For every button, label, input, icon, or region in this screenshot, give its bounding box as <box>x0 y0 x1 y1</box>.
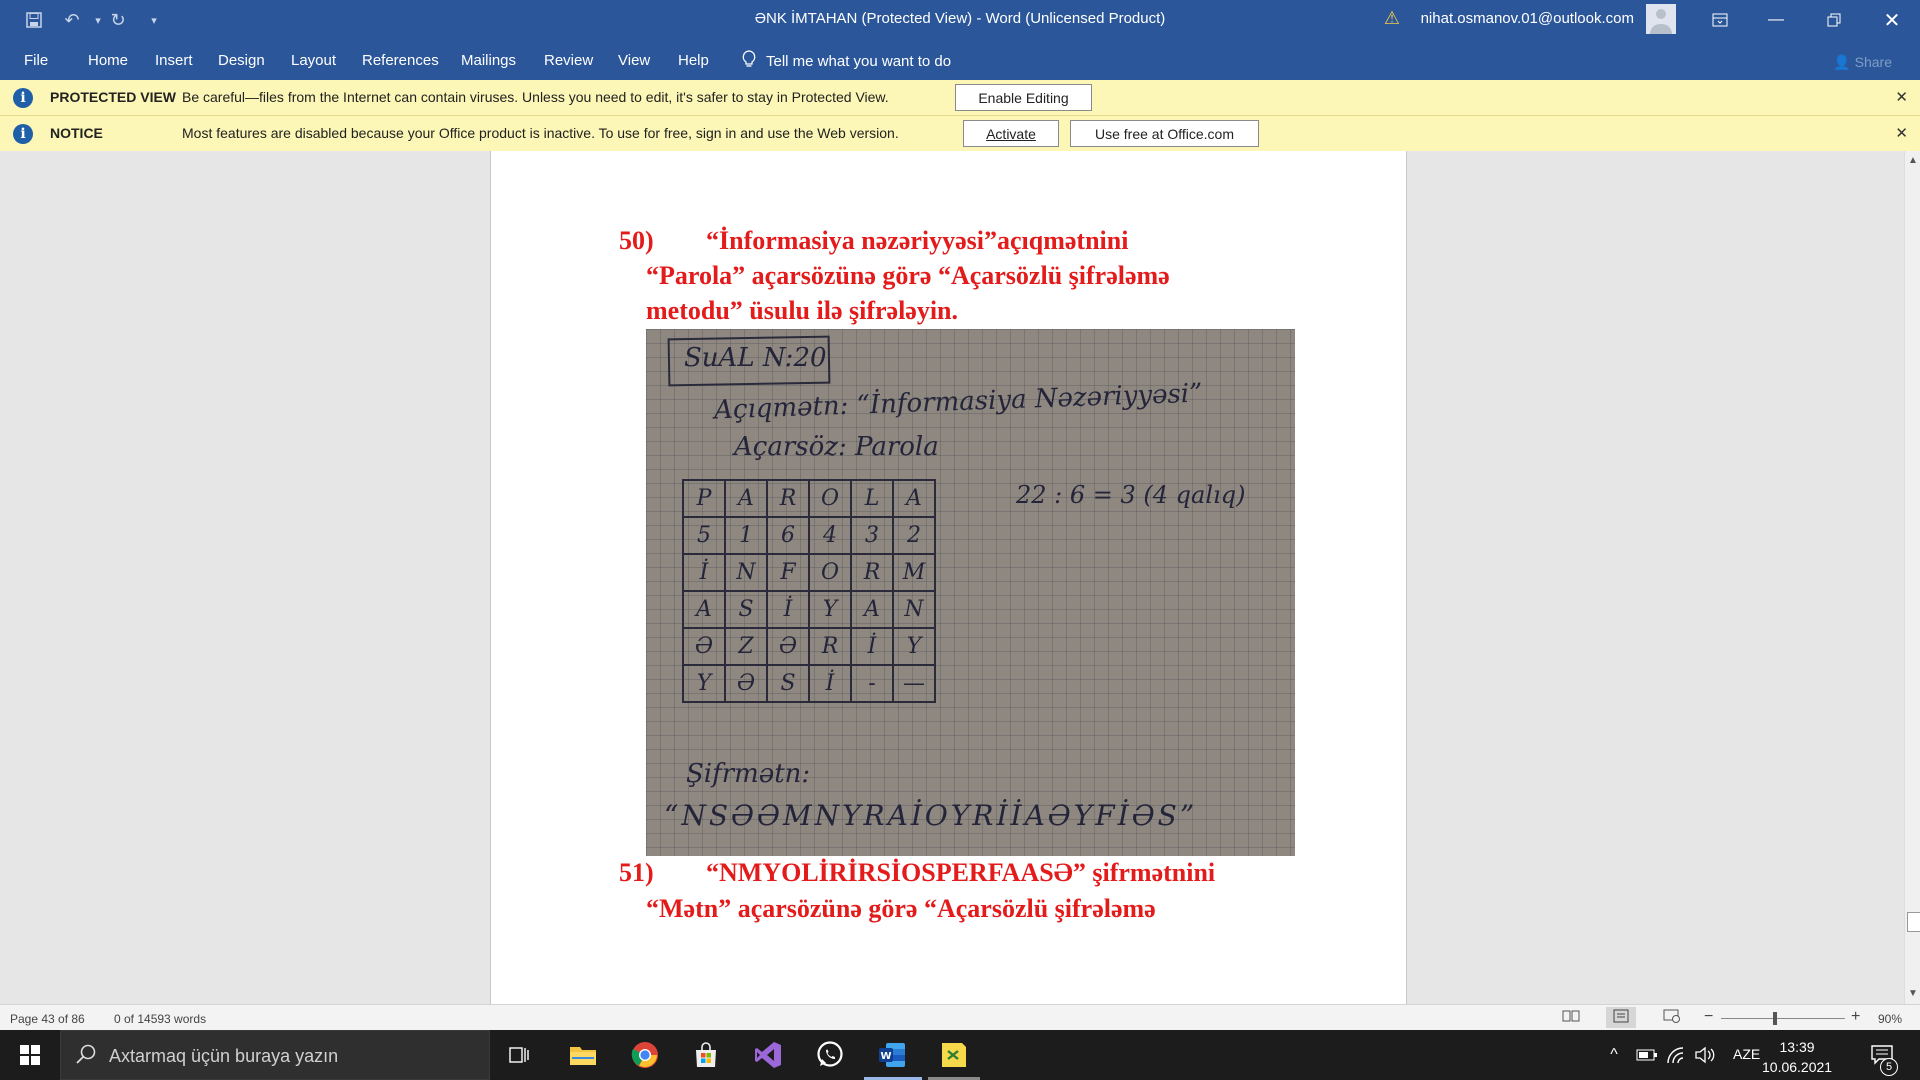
task-view-icon[interactable] <box>503 1039 535 1071</box>
tell-me-search[interactable] <box>742 50 951 72</box>
grid-cell: N <box>725 554 767 591</box>
grid-cell: Y <box>809 591 851 628</box>
undo-icon[interactable]: ↶ <box>64 9 80 30</box>
web-layout-icon[interactable] <box>1663 1009 1681 1026</box>
document-area <box>0 151 1904 1004</box>
zoom-in-button[interactable]: + <box>1851 1008 1861 1025</box>
scroll-up-icon[interactable]: ▲ <box>1908 155 1918 166</box>
grid-cell: İ <box>809 665 851 702</box>
title-bar <box>0 0 1920 40</box>
protected-view-bar <box>0 80 1920 116</box>
ribbon-display-options-icon[interactable] <box>1692 0 1748 40</box>
status-bar <box>0 1004 1920 1031</box>
grid-cell: Z <box>725 628 767 665</box>
protected-view-message: Be careful—files from the Internet can contain viruses. Unless you need to edit, it's safer to stay in Protected View. <box>182 89 889 105</box>
zoom-slider[interactable] <box>1721 1018 1845 1019</box>
grid-cell: O <box>809 480 851 517</box>
warning-icon[interactable]: ⚠ <box>1383 8 1400 28</box>
share-label: Share <box>1854 54 1892 70</box>
grid-cell: R <box>851 554 893 591</box>
handwritten-plaintext: Açıqmətn: “İnformasiya Nəzəriyyəsi” <box>713 378 1203 426</box>
tab-references[interactable]: References <box>362 52 439 69</box>
grid-cell: 6 <box>767 517 809 554</box>
grid-cell: L <box>851 480 893 517</box>
windows-start-icon[interactable] <box>14 1039 46 1071</box>
question-51-line-1: “NMYOLİRİRSİOSPERFAASƏ” şifrmətnini <box>706 858 1216 887</box>
clock[interactable] <box>1762 1037 1832 1077</box>
grid-cell: Ə <box>767 628 809 665</box>
language-indicator[interactable]: AZE <box>1733 1046 1761 1062</box>
enable-editing-button[interactable]: Enable Editing <box>955 84 1092 111</box>
handwritten-key: Açarsöz: Parola <box>734 432 939 462</box>
grid-cell: - <box>851 665 893 702</box>
account-name[interactable]: nihat.osmanov.01@outlook.com <box>1420 10 1634 27</box>
restore-button[interactable] <box>1806 0 1862 40</box>
tab-file[interactable]: File <box>24 52 49 69</box>
notebook-photo <box>646 329 1295 856</box>
grid-cell: İ <box>851 628 893 665</box>
grid-cell: R <box>767 480 809 517</box>
whatsapp-icon[interactable] <box>814 1039 846 1071</box>
tell-me-text: Tell me what you want to do <box>766 52 952 70</box>
cipher-grid <box>682 479 936 703</box>
notice-label: NOTICE <box>50 125 103 141</box>
grid-cell: 5 <box>683 517 725 554</box>
visual-studio-icon[interactable] <box>752 1039 784 1071</box>
clock-time: 13:39 <box>1779 1039 1815 1055</box>
grid-cell: İ <box>767 591 809 628</box>
grid-cell: N <box>893 591 935 628</box>
read-mode-icon[interactable] <box>1562 1009 1580 1026</box>
svg-text:W: W <box>880 1051 892 1062</box>
print-layout-icon[interactable] <box>1606 1007 1636 1028</box>
tab-mailings[interactable]: Mailings <box>461 52 517 69</box>
share-button[interactable] <box>1833 54 1892 71</box>
chrome-icon[interactable] <box>629 1039 661 1071</box>
info-icon: i <box>13 88 33 108</box>
tab-layout[interactable]: Layout <box>291 52 337 69</box>
page-indicator[interactable]: Page 43 of 86 <box>10 1012 85 1026</box>
question-50-line-1: “İnformasiya nəzəriyyəsi”açıqmətnini <box>706 226 1129 255</box>
tab-home[interactable]: Home <box>88 52 129 69</box>
handwritten-cipher-text: “NSƏƏMNYRAİOYRİİAƏYFİƏS” <box>664 799 1198 832</box>
question-51-line-2: “Mətn” açarsözünə görə “Açarsözlü şifrələmə <box>646 894 1156 923</box>
grid-row <box>683 517 935 554</box>
grid-cell: 2 <box>893 517 935 554</box>
window-title: ƏNK İMTAHAN (Protected View) - Word (Unlicensed Product) <box>754 10 1166 27</box>
search-icon <box>75 1043 97 1070</box>
notice-bar <box>0 116 1920 152</box>
grid-row <box>683 480 935 517</box>
grid-cell: F <box>767 554 809 591</box>
question-50-line-2: “Parola” açarsözünə görə “Açarsözlü şifrələmə <box>646 261 1170 290</box>
question-50-number: 50) <box>619 226 654 255</box>
zoom-level[interactable]: 90% <box>1878 1012 1903 1026</box>
tab-design[interactable]: Design <box>218 52 265 69</box>
grid-cell: Y <box>683 665 725 702</box>
grid-cell: S <box>725 591 767 628</box>
question-50-line-3: metodu” üsulu ilə şifrələyin. <box>646 296 959 325</box>
grid-cell: — <box>893 665 935 702</box>
speaker-icon[interactable] <box>1692 1039 1718 1071</box>
person-icon: 👤 <box>1833 54 1851 70</box>
protected-view-label: PROTECTED VIEW <box>50 89 177 105</box>
grid-cell: Y <box>893 628 935 665</box>
handwritten-cipher-label: Şifrmətn: <box>686 759 811 789</box>
grid-row <box>683 665 935 702</box>
activate-button[interactable]: Activate <box>963 120 1059 147</box>
avatar[interactable] <box>1646 4 1676 34</box>
grid-cell: M <box>893 554 935 591</box>
scroll-down-icon[interactable]: ▼ <box>1908 988 1918 999</box>
handwritten-title: SuAL N:20 <box>684 343 827 373</box>
tab-insert[interactable]: Insert <box>155 52 193 69</box>
grid-cell: S <box>767 665 809 702</box>
info-icon: i <box>13 124 33 144</box>
save-icon[interactable] <box>22 8 46 32</box>
tab-review[interactable]: Review <box>544 52 594 69</box>
grid-cell: R <box>809 628 851 665</box>
zoom-out-button[interactable]: − <box>1704 1008 1714 1025</box>
grid-row <box>683 591 935 628</box>
microsoft-store-icon[interactable] <box>690 1039 722 1071</box>
minimize-button[interactable]: — <box>1768 11 1784 28</box>
grid-cell: 3 <box>851 517 893 554</box>
taskbar-search[interactable] <box>60 1030 490 1080</box>
grid-cell: Ə <box>683 628 725 665</box>
zoom-slider-thumb[interactable] <box>1773 1012 1777 1025</box>
ribbon <box>0 40 1920 80</box>
word-count[interactable]: 0 of 14593 words <box>114 1012 207 1026</box>
search-placeholder: Axtarmaq üçün buraya yazın <box>109 1046 339 1066</box>
grid-cell: A <box>683 591 725 628</box>
vertical-scrollbar[interactable] <box>1904 151 1920 1004</box>
grid-cell: A <box>893 480 935 517</box>
undo-dropdown-icon[interactable]: ▾ <box>95 14 101 27</box>
clock-date: 10.06.2021 <box>1762 1059 1833 1075</box>
customize-quick-access-icon[interactable]: ▾ <box>151 14 157 27</box>
lightbulb-icon <box>742 50 756 72</box>
close-icon[interactable]: ✕ <box>1895 125 1908 142</box>
scroll-thumb[interactable] <box>1907 912 1920 932</box>
grid-row <box>683 554 935 591</box>
file-explorer-icon[interactable] <box>567 1039 599 1071</box>
grid-cell: P <box>683 480 725 517</box>
tab-help[interactable]: Help <box>678 52 709 69</box>
grid-cell: O <box>809 554 851 591</box>
handwritten-calculation: 22 : 6 = 3 (4 qalıq) <box>1016 481 1246 509</box>
redo-icon[interactable]: ↻ <box>110 9 126 30</box>
close-icon[interactable]: ✕ <box>1895 89 1908 106</box>
question-51-number: 51) <box>619 858 654 887</box>
notification-badge: 5 <box>1880 1058 1898 1076</box>
grid-cell: İ <box>683 554 725 591</box>
grid-cell: Ə <box>725 665 767 702</box>
chevron-up-icon[interactable]: ^ <box>1610 1046 1618 1063</box>
use-free-button[interactable]: Use free at Office.com <box>1070 120 1259 147</box>
document-page[interactable] <box>490 151 1407 1004</box>
grid-cell: 1 <box>725 517 767 554</box>
grid-row <box>683 628 935 665</box>
grid-cell: 4 <box>809 517 851 554</box>
close-button[interactable]: ✕ <box>1883 9 1901 32</box>
taskbar <box>0 1030 1920 1080</box>
tab-view[interactable]: View <box>618 52 651 69</box>
grid-cell: A <box>725 480 767 517</box>
word-icon[interactable] <box>876 1039 908 1071</box>
notice-message: Most features are disabled because your Office product is inactive. To use for free, sign in and use the Web version. <box>182 125 899 141</box>
grid-cell: A <box>851 591 893 628</box>
wifi-icon[interactable] <box>1664 1039 1690 1071</box>
battery-icon[interactable] <box>1634 1039 1660 1071</box>
sticky-app-icon[interactable] <box>938 1039 970 1071</box>
